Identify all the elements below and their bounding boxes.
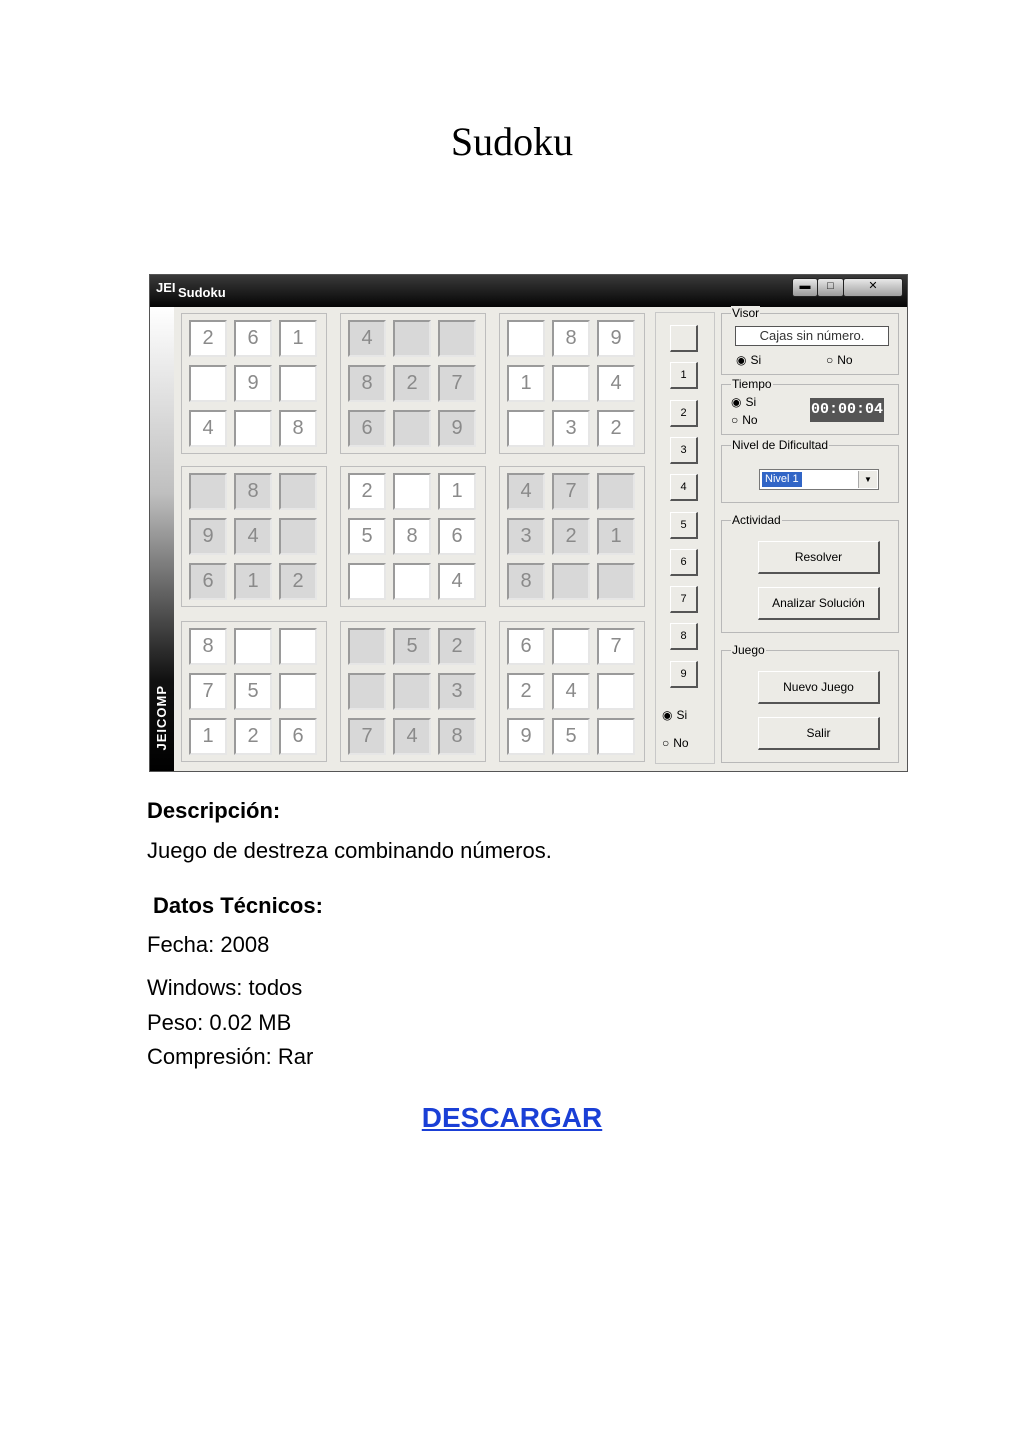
sudoku-cell[interactable]: 4 — [234, 518, 272, 555]
sudoku-cell[interactable] — [279, 628, 317, 665]
sudoku-cell[interactable] — [552, 563, 590, 600]
radio-empty-icon: ○ — [662, 736, 670, 750]
sudoku-cell[interactable]: 7 — [438, 365, 476, 402]
sudoku-cell[interactable]: 8 — [507, 563, 545, 600]
sudoku-cell[interactable] — [552, 365, 590, 402]
sudoku-cell[interactable]: 5 — [234, 673, 272, 710]
number-button[interactable]: 4 — [670, 474, 698, 501]
sudoku-cell[interactable] — [348, 628, 386, 665]
sudoku-box — [340, 466, 486, 607]
juego-group — [721, 643, 899, 763]
sudoku-cell[interactable] — [597, 718, 635, 755]
sudoku-cell[interactable]: 8 — [393, 518, 431, 555]
sudoku-cell[interactable]: 1 — [597, 518, 635, 555]
windows-text: Windows: todos — [147, 975, 303, 1000]
description-heading: Descripción: — [147, 798, 281, 823]
sudoku-cell[interactable]: 2 — [438, 628, 476, 665]
sudoku-cell[interactable]: 6 — [234, 320, 272, 357]
sudoku-cell[interactable]: 8 — [189, 628, 227, 665]
sudoku-cell[interactable]: 4 — [552, 673, 590, 710]
sudoku-box — [181, 313, 327, 454]
tiempo-si-label: Si — [745, 395, 757, 409]
sudoku-cell[interactable] — [393, 320, 431, 357]
sudoku-cell[interactable] — [348, 563, 386, 600]
sudoku-cell[interactable] — [279, 518, 317, 555]
sudoku-cell[interactable] — [597, 673, 635, 710]
sudoku-cell[interactable] — [189, 473, 227, 510]
sudoku-cell[interactable]: 7 — [189, 673, 227, 710]
sudoku-cell[interactable]: 5 — [348, 518, 386, 555]
sudoku-cell[interactable]: 1 — [234, 563, 272, 600]
sudoku-cell[interactable]: 5 — [552, 718, 590, 755]
sudoku-cell[interactable]: 4 — [189, 410, 227, 447]
tiempo-radio-no[interactable] — [731, 413, 758, 427]
sudoku-window — [149, 274, 908, 772]
sudoku-cell[interactable]: 6 — [438, 518, 476, 555]
visor-no-label: No — [837, 353, 853, 367]
sudoku-cell[interactable]: 8 — [348, 365, 386, 402]
resolver-button[interactable]: Resolver — [758, 541, 880, 574]
sudoku-cell[interactable]: 2 — [348, 473, 386, 510]
sudoku-cell[interactable]: 2 — [552, 518, 590, 555]
peso-text: Peso: 0.02 MB — [147, 1010, 292, 1035]
sudoku-cell[interactable]: 8 — [552, 320, 590, 357]
sudoku-cell[interactable] — [393, 673, 431, 710]
radio-empty-icon: ○ — [826, 353, 834, 367]
sudoku-cell[interactable]: 9 — [189, 518, 227, 555]
description-text: Juego de destreza combinando números. — [147, 838, 552, 863]
close-button[interactable]: ✕ — [843, 278, 903, 297]
sudoku-cell[interactable] — [393, 410, 431, 447]
number-button[interactable] — [670, 325, 698, 352]
sudoku-box — [340, 313, 486, 454]
numpad-radio-no[interactable] — [662, 736, 689, 750]
minimize-button[interactable]: ▬ — [792, 278, 818, 297]
title-bar — [150, 275, 907, 307]
sudoku-cell[interactable]: 8 — [438, 718, 476, 755]
sudoku-box — [499, 621, 645, 762]
sudoku-cell[interactable]: 3 — [438, 673, 476, 710]
visor-radio-no[interactable] — [826, 353, 853, 367]
numpad-si-label: Si — [676, 708, 688, 722]
tiempo-no-label: No — [742, 413, 758, 427]
side-brand-strip — [150, 307, 174, 772]
sudoku-cell[interactable] — [279, 473, 317, 510]
sudoku-cell[interactable]: 7 — [597, 628, 635, 665]
numpad-radio-si[interactable] — [662, 708, 687, 722]
sudoku-cell[interactable]: 5 — [393, 628, 431, 665]
sudoku-cell[interactable]: 1 — [438, 473, 476, 510]
sudoku-cell[interactable]: 6 — [279, 718, 317, 755]
sudoku-cell[interactable]: 4 — [507, 473, 545, 510]
page-title: Sudoku — [450, 119, 574, 164]
sudoku-cell[interactable]: 2 — [279, 563, 317, 600]
number-button[interactable]: 7 — [670, 586, 698, 613]
radio-selected-icon: ◉ — [731, 395, 742, 409]
timer-display: 00:00:04 — [810, 398, 884, 422]
chevron-down-icon[interactable]: ▼ — [858, 471, 877, 488]
analizar-solucion-button[interactable]: Analizar Solución — [758, 587, 880, 620]
sudoku-cell[interactable]: 8 — [279, 410, 317, 447]
sudoku-cell[interactable]: 1 — [507, 365, 545, 402]
window-title: Sudoku — [178, 285, 226, 300]
number-button[interactable]: 6 — [670, 549, 698, 576]
sudoku-cell[interactable]: 3 — [507, 518, 545, 555]
sudoku-cell[interactable]: 1 — [279, 320, 317, 357]
radio-selected-icon: ◉ — [736, 353, 747, 367]
sudoku-cell[interactable]: 3 — [552, 410, 590, 447]
visor-display: Cajas sin número. — [735, 326, 889, 346]
sudoku-cell[interactable]: 2 — [393, 365, 431, 402]
sudoku-cell[interactable]: 2 — [189, 320, 227, 357]
sudoku-cell[interactable]: 2 — [234, 718, 272, 755]
sudoku-cell[interactable] — [597, 563, 635, 600]
visor-group — [721, 306, 899, 375]
actividad-group — [721, 513, 899, 633]
sudoku-box — [499, 466, 645, 607]
juego-label: Juego — [732, 643, 765, 657]
sudoku-cell[interactable] — [189, 365, 227, 402]
radio-selected-icon: ◉ — [662, 708, 673, 722]
number-button[interactable]: 3 — [670, 437, 698, 464]
sudoku-cell[interactable] — [552, 628, 590, 665]
sudoku-cell[interactable]: 9 — [438, 410, 476, 447]
sudoku-cell[interactable] — [597, 473, 635, 510]
maximize-button[interactable]: □ — [817, 278, 844, 297]
nivel-label: Nivel de Dificultad — [732, 438, 829, 452]
download-link[interactable]: DESCARGAR — [421, 1102, 603, 1133]
sudoku-cell[interactable]: 2 — [507, 673, 545, 710]
sudoku-box — [181, 621, 327, 762]
sudoku-cell[interactable] — [393, 563, 431, 600]
actividad-label: Actividad — [732, 513, 781, 527]
nivel-group — [721, 438, 899, 503]
visor-radio-si[interactable] — [736, 353, 761, 367]
sudoku-cell[interactable]: 6 — [507, 628, 545, 665]
sudoku-cell[interactable]: 6 — [189, 563, 227, 600]
tiempo-radio-si[interactable] — [731, 395, 756, 409]
numpad-no-label: No — [673, 736, 689, 750]
sudoku-cell[interactable]: 2 — [597, 410, 635, 447]
number-button[interactable]: 9 — [670, 661, 698, 688]
sudoku-cell[interactable] — [507, 320, 545, 357]
side-brand-text: JEICOMP — [154, 685, 169, 751]
sudoku-cell[interactable]: 7 — [552, 473, 590, 510]
tiempo-group — [721, 377, 899, 435]
fecha-text: Fecha: 2008 — [147, 932, 270, 957]
tech-heading: Datos Técnicos: — [153, 893, 323, 918]
sudoku-cell[interactable] — [438, 320, 476, 357]
sudoku-box — [499, 313, 645, 454]
app-icon: JEI — [156, 280, 176, 295]
sudoku-cell[interactable] — [393, 473, 431, 510]
number-button[interactable]: 1 — [670, 362, 698, 389]
sudoku-cell[interactable]: 9 — [597, 320, 635, 357]
tiempo-label: Tiempo — [732, 377, 772, 391]
sudoku-cell[interactable]: 8 — [234, 473, 272, 510]
number-button[interactable]: 8 — [670, 623, 698, 650]
difficulty-select[interactable] — [759, 469, 879, 490]
radio-empty-icon: ○ — [731, 413, 739, 427]
number-pad — [655, 312, 715, 764]
sudoku-cell[interactable] — [234, 628, 272, 665]
sudoku-cell[interactable]: 7 — [348, 718, 386, 755]
sudoku-cell[interactable]: 4 — [597, 365, 635, 402]
nuevo-juego-button[interactable]: Nuevo Juego — [758, 671, 880, 704]
sudoku-cell[interactable] — [279, 365, 317, 402]
sudoku-cell[interactable]: 9 — [507, 718, 545, 755]
salir-button[interactable]: Salir — [758, 717, 880, 750]
compresion-text: Compresión: Rar — [147, 1044, 314, 1069]
sudoku-cell[interactable]: 6 — [348, 410, 386, 447]
visor-si-label: Si — [750, 353, 762, 367]
visor-label: Visor — [732, 306, 760, 320]
sudoku-cell[interactable]: 9 — [234, 365, 272, 402]
sudoku-cell[interactable] — [507, 410, 545, 447]
sudoku-box — [181, 466, 327, 607]
sudoku-cell[interactable]: 4 — [393, 718, 431, 755]
sudoku-cell[interactable]: 4 — [438, 563, 476, 600]
sudoku-cell[interactable] — [234, 410, 272, 447]
sudoku-cell[interactable] — [348, 673, 386, 710]
sudoku-box — [340, 621, 486, 762]
number-button[interactable]: 2 — [670, 400, 698, 427]
number-button[interactable]: 5 — [670, 512, 698, 539]
difficulty-value: Nivel 1 — [762, 472, 802, 487]
sudoku-cell[interactable]: 1 — [189, 718, 227, 755]
sudoku-cell[interactable] — [279, 673, 317, 710]
sudoku-cell[interactable]: 4 — [348, 320, 386, 357]
